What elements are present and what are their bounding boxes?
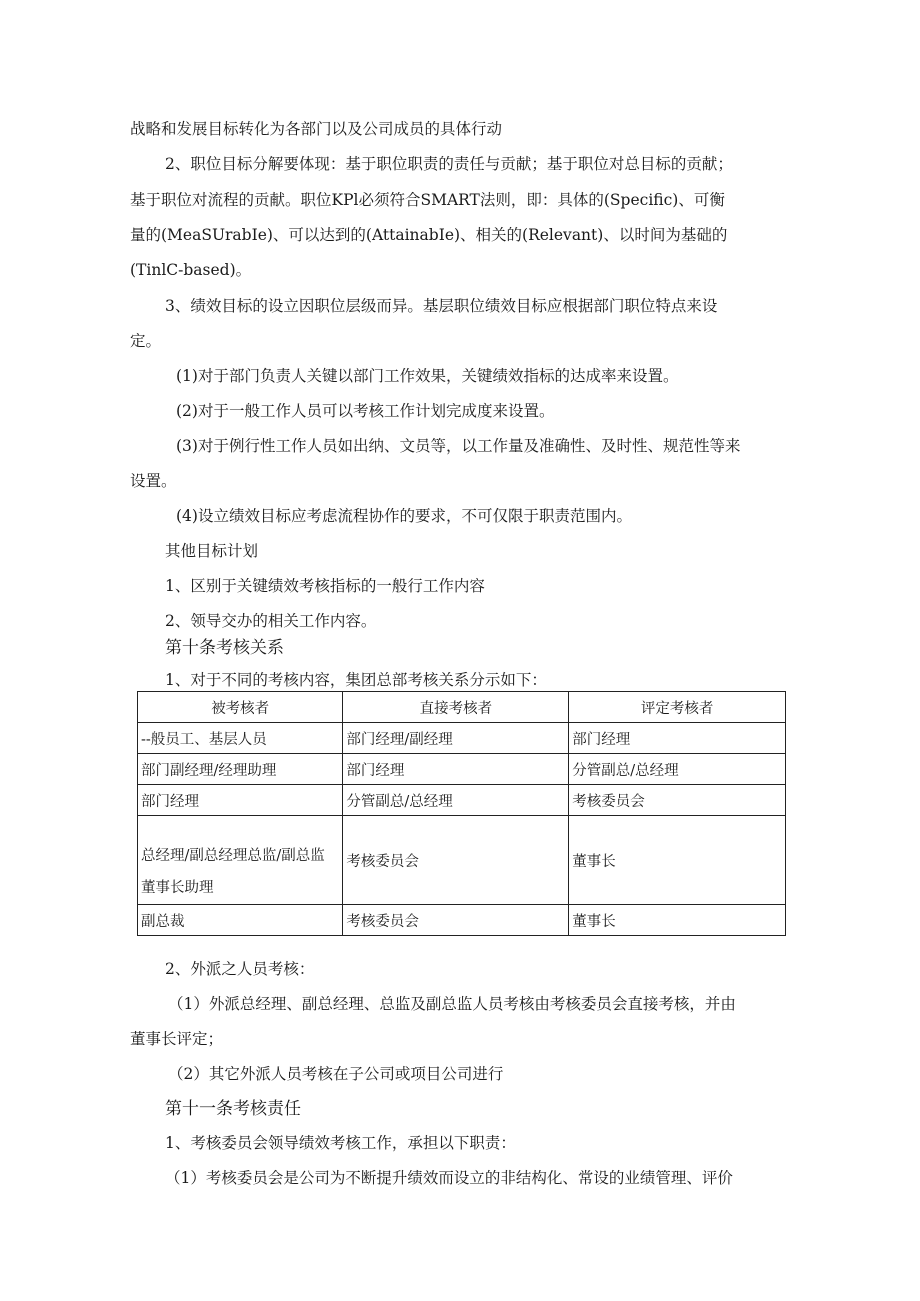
- table-row: [138, 754, 786, 785]
- table-cell: --般员工、基层人员: [138, 723, 343, 754]
- paragraph-dispatched-staff: 2、外派之人员考核：: [165, 960, 315, 978]
- table-cell: 考核委员会: [343, 816, 569, 905]
- table-row: [138, 816, 786, 905]
- table-cell: 部门经理/副经理: [343, 723, 569, 754]
- table-cell: 考核委员会: [343, 905, 569, 936]
- paragraph-other-goals: 其他目标计划: [165, 542, 259, 560]
- table-cell: 董事长: [569, 905, 786, 936]
- table-row: [138, 785, 786, 816]
- paragraph-item-3-line1: (3)对于例行性工作人员如出纳、文员等，以工作量及准确性、及时性、规范性等来: [176, 437, 741, 455]
- paragraph-committee-1: （1）考核委员会是公司为不断提升绩效而设立的非结构化、常设的业绩管理、评价: [165, 1169, 733, 1187]
- paragraph-other-2: 2、领导交办的相关工作内容。: [165, 612, 377, 630]
- paragraph-2-line3: 量的(MeaSUrabIe)、可以达到的(AttainabIe)、相关的(Relevant)、以时间为基础的: [130, 226, 728, 244]
- paragraph-dispatched-2: （2）其它外派人员考核在子公司或项目公司进行: [168, 1065, 504, 1083]
- paragraph-3-line1: 3、绩效目标的设立因职位层级而异。基层职位绩效目标应根据部门职位特点来设: [165, 297, 718, 315]
- table-cell: 考核委员会: [569, 785, 786, 816]
- paragraph-item-3-line2: 设置。: [130, 472, 177, 490]
- paragraph-committee-duties: 1、考核委员会领导绩效考核工作，承担以下职责：: [165, 1134, 516, 1152]
- assessment-relation-table: [137, 691, 786, 936]
- paragraph-relations-intro: 1、对于不同的考核内容，集团总部考核关系分示如下：: [165, 671, 547, 689]
- paragraph-strategy: 战略和发展目标转化为各部门以及公司成员的具体行动: [130, 120, 503, 138]
- table-header-cell: 被考核者: [138, 692, 343, 723]
- paragraph-2-line2: 基于职位对流程的贡献。职位KPl必须符合SMART法则，即：具体的(Specific)、可衡: [130, 191, 725, 209]
- table-cell: 董事长: [569, 816, 786, 905]
- table-cell-line: 董事长助理: [141, 880, 214, 896]
- paragraph-2-line4: (TinlC-based)。: [130, 261, 252, 279]
- table-cell: 分管副总/总经理: [569, 754, 786, 785]
- paragraph-3-line2: 定。: [130, 332, 162, 350]
- paragraph-item-1: (1)对于部门负责人关键以部门工作效果，关键绩效指标的达成率来设置。: [176, 367, 679, 385]
- paragraph-2-line1: 2、职位目标分解要体现：基于职位职责的责任与贡献；基于职位对总目标的贡献；: [165, 155, 733, 173]
- table-header-row: [138, 692, 786, 723]
- table-cell: [138, 816, 343, 905]
- table-cell: 部门经理: [138, 785, 343, 816]
- paragraph-dispatched-1-line2: 董事长评定；: [130, 1030, 224, 1048]
- table-cell-line: 总经理/副总经理总监/副总监: [141, 848, 325, 864]
- table-cell: 副总裁: [138, 905, 343, 936]
- paragraph-dispatched-1-line1: （1）外派总经理、副总经理、总监及副总监人员考核由考核委员会直接考核，并由: [168, 995, 736, 1013]
- paragraph-other-1: 1、区别于关键绩效考核指标的一般行工作内容: [165, 577, 485, 595]
- table-cell: 部门经理: [569, 723, 786, 754]
- paragraph-item-2: (2)对于一般工作人员可以考核工作计划完成度来设置。: [176, 402, 555, 420]
- table-row: [138, 905, 786, 936]
- table-row: [138, 723, 786, 754]
- table-header-cell: 直接考核者: [343, 692, 569, 723]
- table-cell: 分管副总/总经理: [343, 785, 569, 816]
- paragraph-item-4: (4)设立绩效目标应考虑流程协作的要求，不可仅限于职责范围内。: [176, 507, 632, 525]
- table-cell: 部门副经理/经理助理: [138, 754, 343, 785]
- table-header-cell: 评定考核者: [569, 692, 786, 723]
- table-cell: 部门经理: [343, 754, 569, 785]
- article-10-heading: 第十条考核关系: [165, 638, 284, 658]
- article-11-heading: 第十一条考核责任: [165, 1099, 301, 1119]
